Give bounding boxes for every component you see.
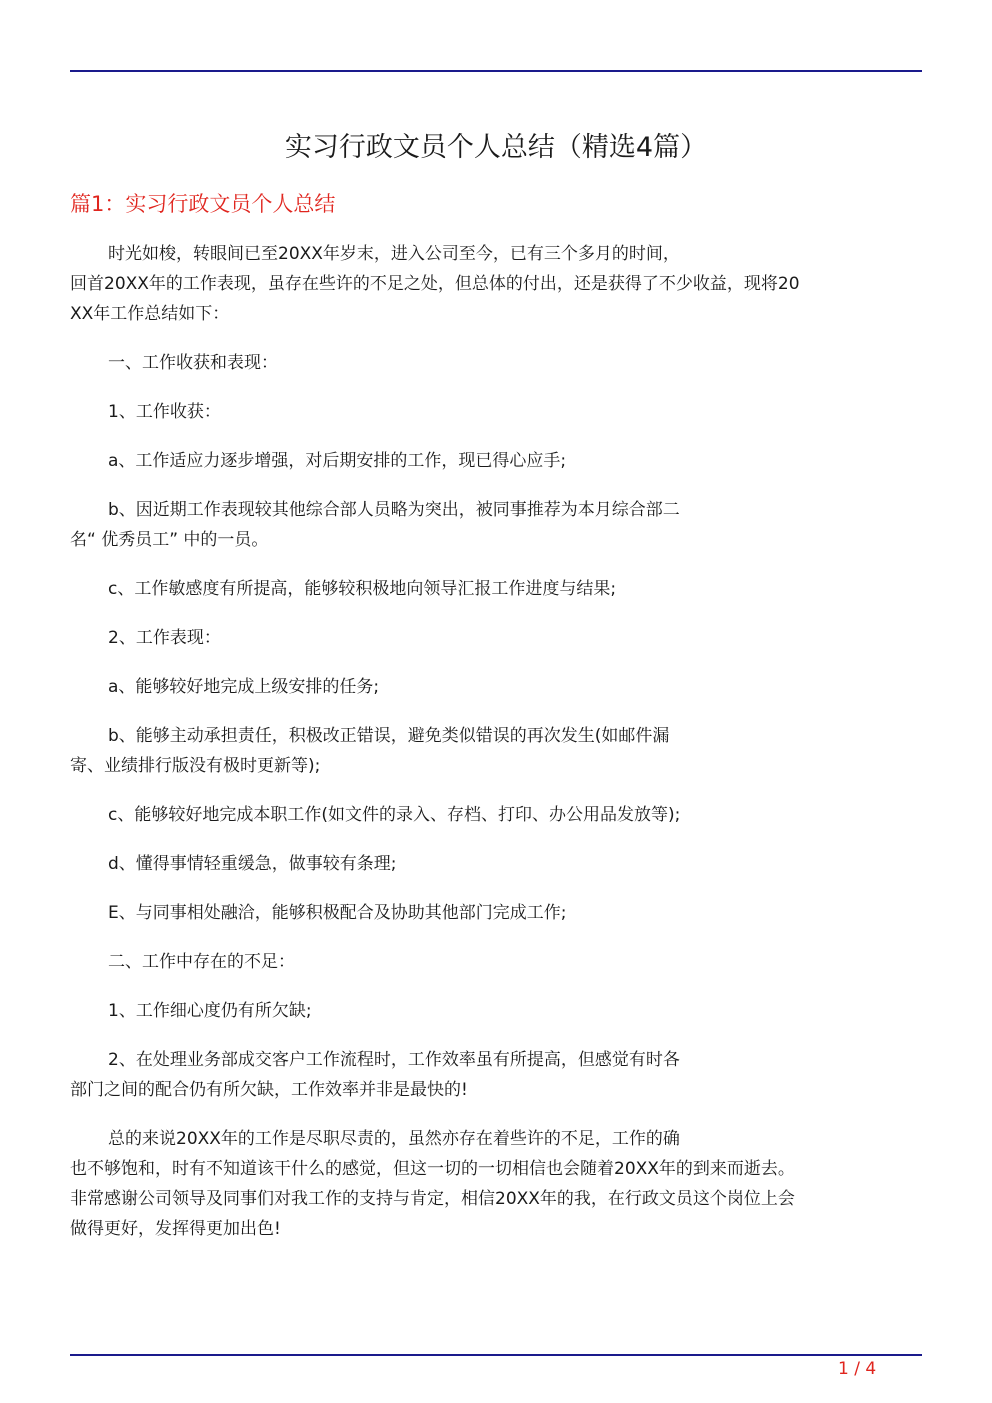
paragraph [70,996,930,1026]
paragraph [70,574,930,604]
paragraph [70,947,930,977]
paragraph-line: 一、工作收获和表现： [108,353,278,373]
paragraph-line: c、工作敏感度有所提高，能够较积极地向领导汇报工作进度与结果; [108,579,617,599]
paragraph [70,898,930,928]
paragraph [70,446,930,476]
paragraph-line: 名“ 优秀员工” 中的一员。 [70,530,269,550]
paragraph-line: 2、在处理业务部成交客户工作流程时，工作效率虽有所提高，但感觉有时各 [108,1050,680,1070]
paragraph-line: 回首20XX年的工作表现，虽存在些许的不足之处，但总体的付出，还是获得了不少收益，现将20 [70,274,800,294]
paragraph [70,1124,930,1244]
paragraph-line: 也不够饱和，时有不知道该干什么的感觉，但这一切的一切相信也会随着20XX年的到来而逝去。 [70,1159,795,1179]
paragraph [70,1045,930,1105]
paragraph [70,239,930,329]
document-title: 实习行政文员个人总结（精选4篇） [284,132,708,163]
paragraph-line: 寄、业绩排行版没有极时更新等); [70,756,321,776]
paragraph-line: a、工作适应力逐步增强，对后期安排的工作，现已得心应手; [108,451,567,471]
paragraph-line: a、能够较好地完成上级安排的任务; [108,677,380,697]
paragraph-line: d、懂得事情轻重缓急，做事较有条理; [108,854,397,874]
paragraph-line: XX年工作总结如下： [70,304,230,324]
paragraph [70,623,930,653]
paragraph-line: b、能够主动承担责任，积极改正错误，避免类似错误的再次发生(如邮件漏 [108,726,670,746]
paragraph [70,800,930,830]
paragraph-line: 二、工作中存在的不足： [108,952,295,972]
paragraph [70,495,930,555]
paragraph-line: 部门之间的配合仍有所欠缺，工作效率并非是最快的! [70,1080,468,1100]
paragraph-line: b、因近期工作表现较其他综合部人员略为突出，被同事推荐为本月综合部二 [108,500,680,520]
paragraph-line: c、能够较好地完成本职工作(如文件的录入、存档、打印、办公用品发放等); [108,805,681,825]
footer-rule [70,1354,922,1356]
paragraph [70,397,930,427]
paragraph [70,672,930,702]
paragraph-line: E、与同事相处融洽，能够积极配合及协助其他部门完成工作; [108,903,567,923]
paragraph-line: 1、工作收获： [108,402,221,422]
header-rule [70,70,922,72]
paragraph-line: 做得更好，发挥得更加出色! [70,1219,281,1239]
paragraph [70,721,930,781]
paragraph-line: 非常感谢公司领导及同事们对我工作的支持与肯定，相信20XX年的我，在行政文员这个岗位上会 [70,1189,795,1209]
paragraph-line: 2、工作表现： [108,628,221,648]
paragraph [70,348,930,378]
paragraph-line: 1、工作细心度仍有所欠缺; [108,1001,312,1021]
page-indicator: 1 / 4 [838,1359,877,1379]
paragraph-line: 总的来说20XX年的工作是尽职尽责的，虽然亦存在着些许的不足，工作的确 [108,1129,680,1149]
paragraph [70,849,930,879]
document-body [70,239,930,1263]
paragraph-line: 时光如梭，转眼间已至20XX年岁末，进入公司至今，已有三个多月的时间， [108,244,680,264]
section-title: 篇1：实习行政文员个人总结 [70,192,336,216]
